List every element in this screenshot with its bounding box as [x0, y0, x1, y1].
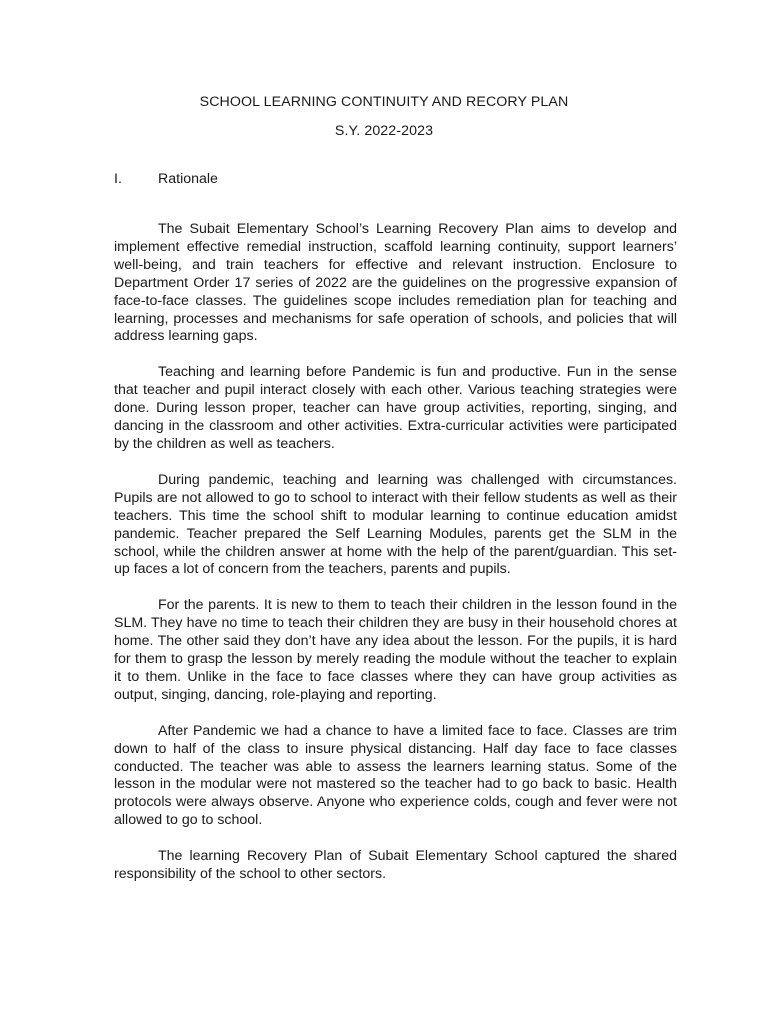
rationale-body — [114, 221, 677, 902]
section-heading — [114, 171, 674, 187]
paragraph: For the parents. It is new to them to teach their children in the lesson found in the SLM. They have no time to teach their children they are busy in their household chores at home. The other said they don’t have any idea about the lesson. For the pupils, it is hard for them to grasp the lesson by merely reading the module without the teacher to explain it to them. Unlike in the face to face classes where they can have group activities as output, singing, dancing, role-playing and reporting. — [114, 597, 677, 703]
section-number: I. — [114, 171, 122, 187]
paragraph: The Subait Elementary School’s Learning Recovery Plan aims to develop and implement effective remedial instruction, scaffold learning continuity, support learners’ well-being, and train teachers for effective and relevant instruction. Enclosure to Department Order 17 series of 2022 are the guidelines on the progressive expansion of face-to-face classes. The guidelines scope includes remediation plan for teaching and learning, processes and mechanisms for safe operation of schools, and policies that will address learning gaps. — [114, 221, 677, 345]
school-year: S.Y. 2022-2023 — [334, 123, 434, 139]
paragraph: The learning Recovery Plan of Subait Elementary School captured the shared responsibility of the school to other sectors. — [114, 848, 677, 883]
paragraph: Teaching and learning before Pandemic is fun and productive. Fun in the sense that teacher and pupil interact closely with each other. Various teaching strategies were done. During lesson proper, teacher can have group activities, reporting, singing, and dancing in the classroom and other activities. Extra-curricular activities were participated by the children as well as teachers. — [114, 364, 677, 452]
paragraph: During pandemic, teaching and learning was challenged with circumstances. Pupils are not allowed to go to school to interact with their fellow students as well as their teachers. This time the school shift to modular learning to continue education amidst pandemic. Teacher prepared the Self Learning Modules, parents get the SLM in the school, while the children answer at home with the help of the parent/guardian. This set-up faces a lot of concern from the teachers, parents and pupils. — [114, 471, 677, 578]
section-title: Rationale — [158, 171, 218, 187]
paragraph: After Pandemic we had a chance to have a limited face to face. Classes are trim down to half of the class to insure physical distancing. Half day face to face classes conducted. The teacher was able to assess the learners learning status. Some of the lesson in the modular were not mastered so the teacher had to go back to basic. Health protocols were always observe. Anyone who experience colds, cough and fever were not allowed to go to school. — [114, 722, 677, 829]
document-title: SCHOOL LEARNING CONTINUITY AND RECORY PLAN — [199, 94, 569, 110]
